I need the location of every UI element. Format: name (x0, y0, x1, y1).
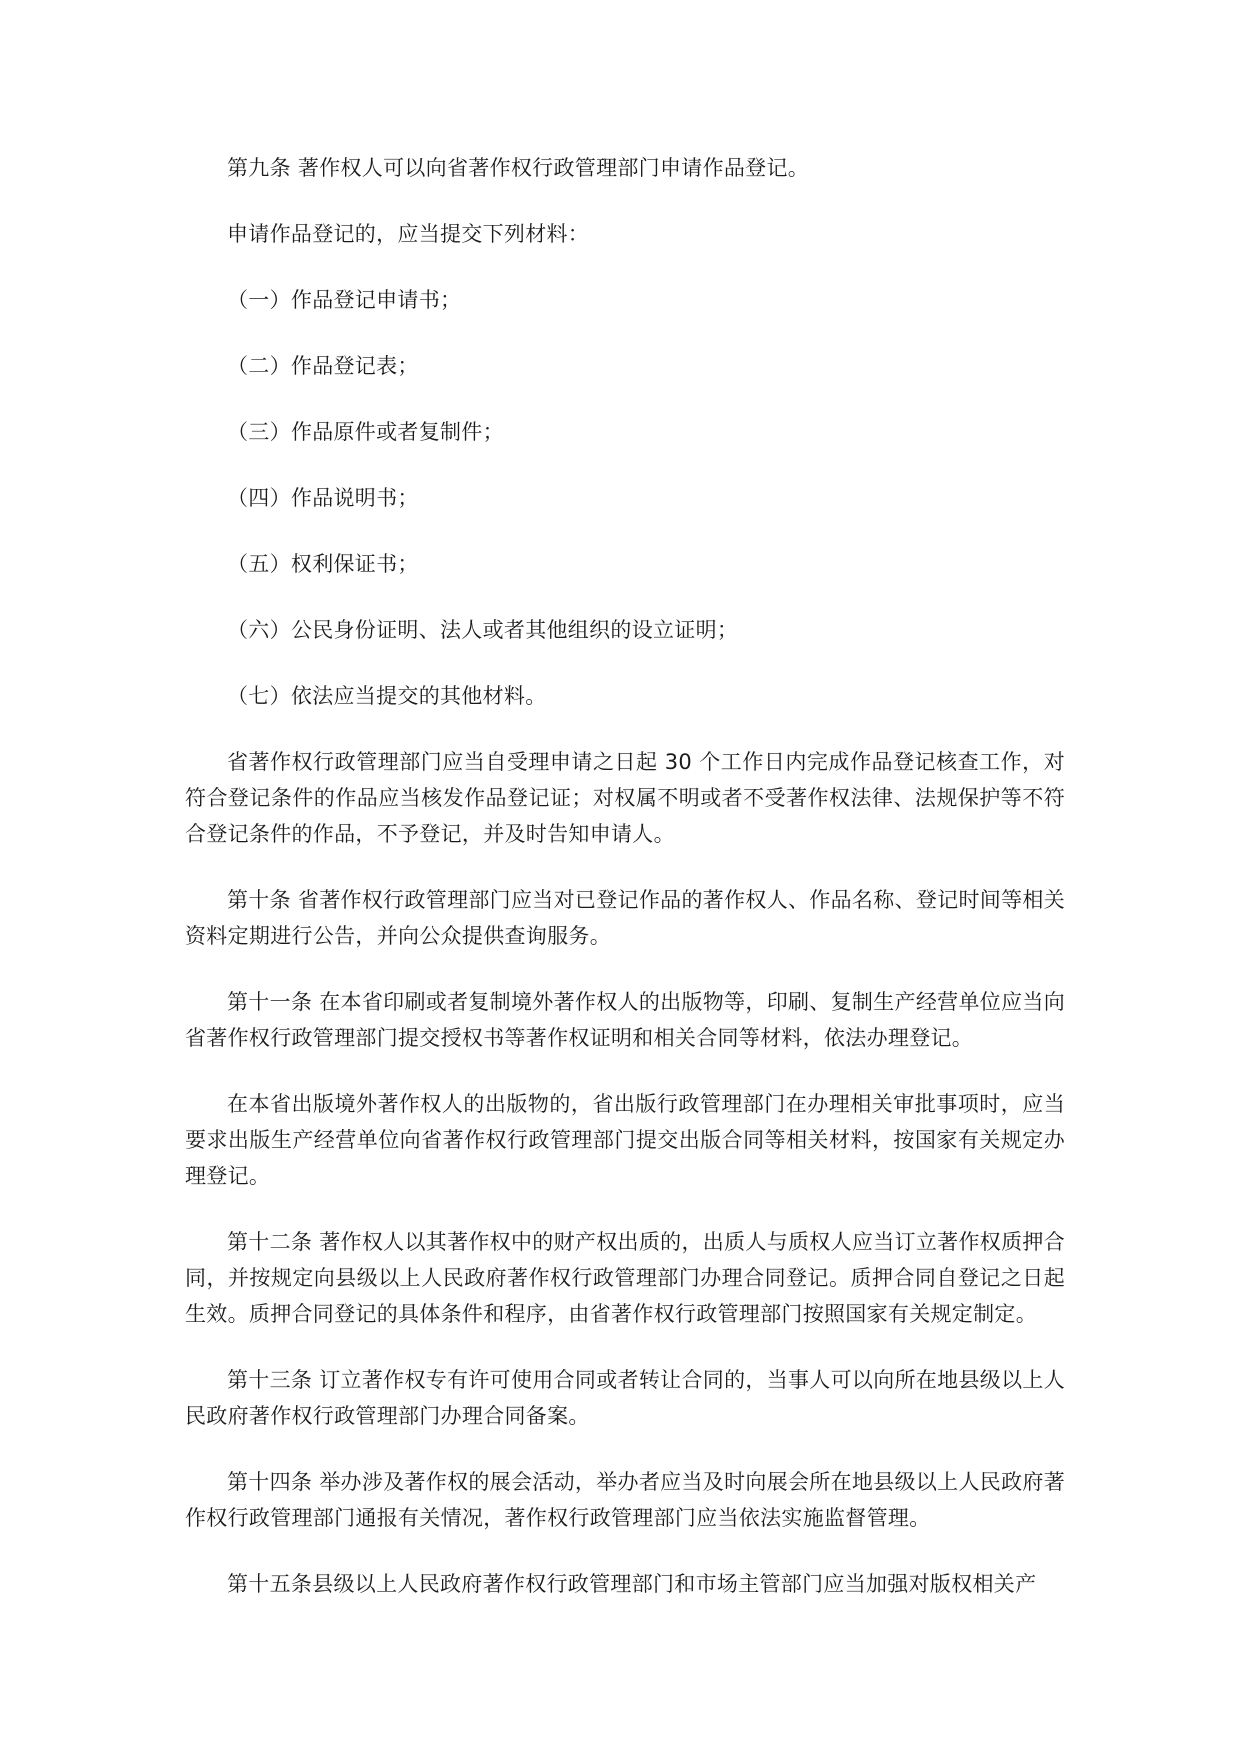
article-10: 第十条 省著作权行政管理部门应当对已登记作品的著作权人、作品名称、登记时间等相关资料定期进行公告，并向公众提供查询服务。 (185, 888, 1065, 948)
material-item-6: （六）公民身份证明、法人或者其他组织的设立证明； (227, 618, 739, 642)
article-15: 第十五条县级以上人民政府著作权行政管理部门和市场主管部门应当加强对版权相关产 (227, 1572, 1037, 1596)
material-item-5: （五）权利保证书； (227, 552, 419, 576)
article-11: 第十一条 在本省印刷或者复制境外著作权人的出版物等，印刷、复制生产经营单位应当向省著作权行政管理部门提交授权书等著作权证明和相关合同等材料，依法办理登记。 (185, 990, 1065, 1050)
article-14: 第十四条 举办涉及著作权的展会活动，举办者应当及时向展会所在地县级以上人民政府著作权行政管理部门通报有关情况，著作权行政管理部门应当依法实施监督管理。 (185, 1470, 1065, 1530)
article-13: 第十三条 订立著作权专有许可使用合同或者转让合同的，当事人可以向所在地县级以上人民政府著作权行政管理部门办理合同备案。 (185, 1368, 1065, 1428)
material-item-3: （三）作品原件或者复制件； (227, 420, 504, 444)
article-9-heading: 第九条 著作权人可以向省著作权行政管理部门申请作品登记。 (227, 156, 810, 180)
material-item-4: （四）作品说明书； (227, 486, 419, 510)
material-item-7: （七）依法应当提交的其他材料。 (227, 684, 547, 708)
document-body (185, 150, 1065, 1602)
review-paragraph: 省著作权行政管理部门应当自受理申请之日起 30 个工作日内完成作品登记核查工作，对符合登记条件的作品应当核发作品登记证；对权属不明或者不受著作权法律、法规保护等不符合登记条件的作品，不予登记，并及时告知申请人。 (185, 750, 1065, 846)
article-11-paragraph-2: 在本省出版境外著作权人的出版物的，省出版行政管理部门在办理相关审批事项时，应当要求出版生产经营单位向省著作权行政管理部门提交出版合同等相关材料，按国家有关规定办理登记。 (185, 1092, 1065, 1188)
article-12: 第十二条 著作权人以其著作权中的财产权出质的，出质人与质权人应当订立著作权质押合同，并按规定向县级以上人民政府著作权行政管理部门办理合同登记。质押合同自登记之日起生效。质押合同登记的具体条件和程序，由省著作权行政管理部门按照国家有关规定制定。 (185, 1230, 1065, 1326)
material-item-2: （二）作品登记表； (227, 354, 419, 378)
material-item-1: （一）作品登记申请书； (227, 288, 462, 312)
materials-intro: 申请作品登记的，应当提交下列材料： (227, 222, 590, 246)
